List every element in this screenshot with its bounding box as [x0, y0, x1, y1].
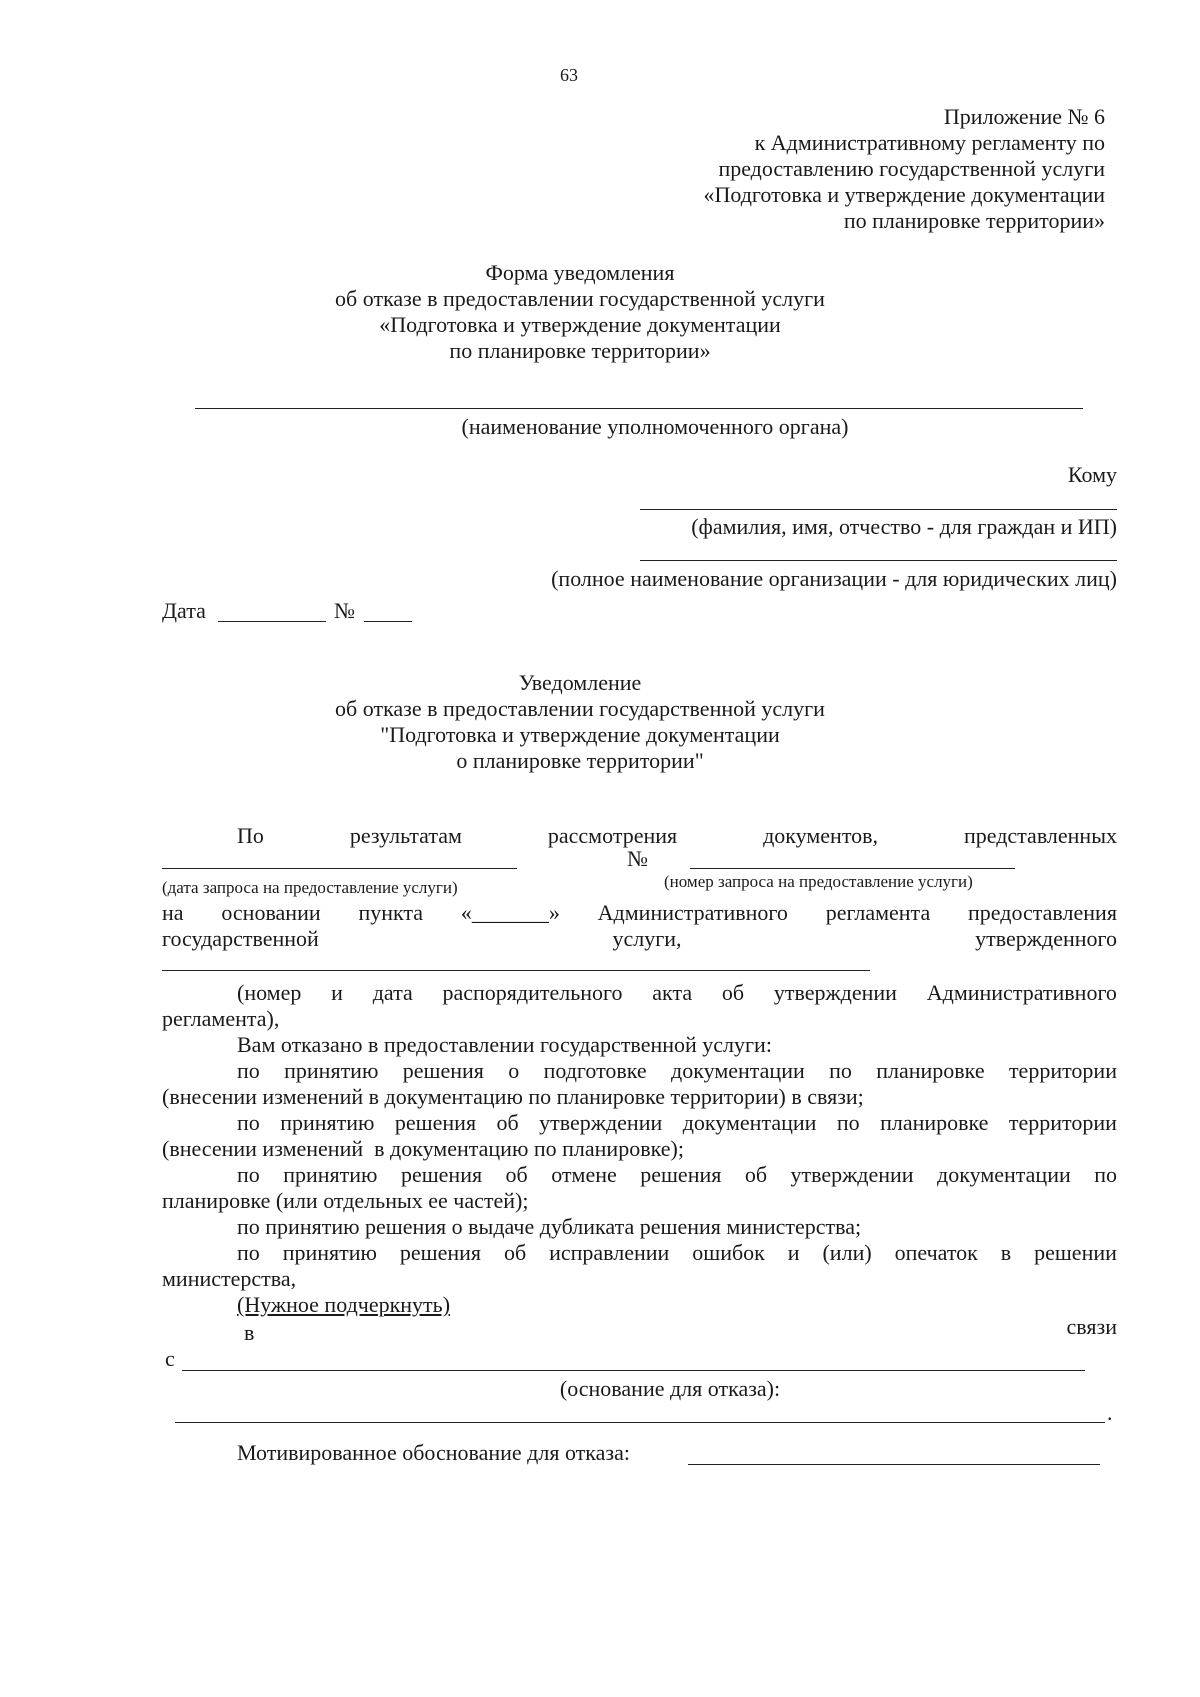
option5-word: об	[503, 1240, 527, 1265]
option-3-line	[237, 1162, 1117, 1188]
fio-line	[640, 509, 1117, 510]
option3-word: по	[1094, 1162, 1117, 1187]
approved-word-1: государственной	[162, 926, 319, 951]
option3-word: документации	[937, 1162, 1071, 1187]
option2-word: об	[496, 1110, 519, 1135]
motivated-line	[688, 1464, 1100, 1465]
authority-caption: (наименование уполномоченного органа)	[461, 414, 849, 439]
option3-word: отмене	[551, 1162, 617, 1187]
basis-line	[162, 900, 1117, 926]
act-line	[162, 970, 870, 971]
appendix-line-4: «Подготовка и утверждение документации	[703, 182, 1105, 207]
option2-word: по	[237, 1110, 260, 1135]
basis-word-7: предоставления	[968, 900, 1117, 925]
option1-word: о	[508, 1058, 520, 1083]
form-title-line-2: об отказе в предоставлении государственной услуги	[335, 286, 825, 311]
option1-word: территории	[1008, 1058, 1117, 1083]
reason-line-period: .	[1107, 1400, 1113, 1425]
act-word-3: дата	[372, 980, 413, 1005]
option1-word: документации	[671, 1058, 805, 1083]
option-4: по принятию решения о выдаче дубликата решения министерства;	[237, 1214, 862, 1239]
option5-word: принятию	[282, 1240, 377, 1265]
option-5-line	[237, 1240, 1117, 1266]
act-word-7: утверждении	[773, 980, 897, 1005]
act-caption-end: регламента),	[162, 1006, 280, 1031]
option-1-line	[237, 1058, 1117, 1084]
basis-word-1: на	[162, 900, 184, 925]
option5-word: решения	[399, 1240, 482, 1265]
notice-title-line-1: Уведомление	[518, 670, 642, 695]
notice-title-line-4: о планировке территории"	[456, 748, 704, 773]
act-word-2: и	[331, 980, 343, 1005]
act-word-1: (номер	[237, 980, 302, 1005]
option2-word: по	[836, 1110, 860, 1135]
option2-word: планировке	[880, 1110, 989, 1135]
results-word-2: результатам	[349, 823, 462, 848]
option-3-end: планировке (или отдельных ее частей);	[162, 1188, 529, 1213]
organization-line	[640, 560, 1117, 561]
number-field-line	[364, 621, 412, 622]
basis-word-5: Административного	[597, 900, 788, 925]
option3-word: утверждении	[790, 1162, 914, 1187]
act-word-5: акта	[652, 980, 693, 1005]
option1-word: планировке	[876, 1058, 985, 1083]
option5-word: ошибок	[692, 1240, 765, 1265]
underline-note: (Нужное подчеркнуть)	[237, 1292, 451, 1317]
reason-line	[175, 1422, 1105, 1423]
approved-word-2: услуги,	[612, 926, 682, 951]
results-word-1: По	[237, 823, 264, 848]
option-1-end: (внесении изменений в документацию по планировке территории) в связи;	[162, 1084, 864, 1109]
basis-word-2: основании	[221, 900, 321, 925]
option5-word: и	[787, 1240, 800, 1265]
basis-word-3: пункта	[358, 900, 424, 925]
request-number-caption: (номер запроса на предоставление услуги)	[664, 872, 973, 891]
option-5-end: министерства,	[162, 1266, 297, 1291]
form-title-line-3: «Подготовка и утверждение документации	[379, 312, 781, 337]
organization-caption: (полное наименование организации - для юридических лиц)	[551, 566, 1117, 591]
in-word: в	[244, 1320, 255, 1345]
option1-word: по	[829, 1058, 852, 1083]
page-number: 63	[560, 65, 578, 85]
connection-word: связи	[1066, 1314, 1117, 1339]
results-word-5: представленных	[963, 823, 1117, 848]
option3-word: об	[505, 1162, 528, 1187]
option3-word: по	[237, 1162, 260, 1187]
form-title-line-1: Форма уведомления	[485, 260, 675, 285]
request-date-caption: (дата запроса на предоставление услуги)	[162, 878, 458, 897]
option5-word: в	[1000, 1240, 1012, 1265]
option2-word: принятию	[280, 1110, 375, 1135]
fio-caption: (фамилия, имя, отчество - для граждан и ИП)	[691, 514, 1117, 539]
option3-word: принятию	[283, 1162, 378, 1187]
option5-word: исправлении	[549, 1240, 670, 1265]
basis-word-4: «_______»	[460, 900, 560, 925]
request-number-line	[690, 868, 1015, 869]
approved-word-3: утвержденного	[975, 926, 1117, 951]
act-word-8: Административного	[926, 980, 1117, 1005]
notice-title-line-2: об отказе в предоставлении государственной услуги	[335, 696, 825, 721]
option5-word: опечаток	[894, 1240, 978, 1265]
authority-name-line	[195, 408, 1083, 409]
option3-word: решения	[400, 1162, 483, 1187]
option1-word: решения	[402, 1058, 484, 1083]
results-word-3: рассмотрения	[547, 823, 678, 848]
option5-word: (или)	[822, 1240, 872, 1265]
option2-word: территории	[1008, 1110, 1117, 1135]
reason-caption: (основание для отказа):	[559, 1376, 781, 1401]
number-sign: №	[334, 598, 355, 623]
to-label: Кому	[1067, 462, 1117, 487]
date-label: Дата	[162, 598, 206, 623]
option2-word: утверждении	[539, 1110, 663, 1135]
act-word-4: распорядительного	[442, 980, 623, 1005]
results-line	[237, 823, 1117, 849]
option1-word: по	[237, 1058, 260, 1083]
approved-line	[162, 926, 1117, 952]
notice-title-line-3: "Подготовка и утверждение документации	[380, 722, 780, 747]
connection-line	[182, 1370, 1085, 1371]
option5-word: по	[237, 1240, 260, 1265]
request-number-sign: №	[627, 846, 648, 871]
appendix-line-1: Приложение № 6	[943, 104, 1105, 129]
option1-word: принятию	[284, 1058, 379, 1083]
option3-word: об	[744, 1162, 768, 1187]
option1-word: подготовке	[543, 1058, 647, 1083]
option2-word: документации	[682, 1110, 817, 1135]
basis-word-6: регламента	[825, 900, 931, 925]
motivated-label: Мотивированное обоснование для отказа:	[237, 1440, 630, 1465]
option2-word: решения	[394, 1110, 477, 1135]
option-2-end: (внесении изменений в документацию по планировке);	[162, 1136, 684, 1161]
refused-text: Вам отказано в предоставлении государственной услуги:	[237, 1032, 772, 1057]
act-word-6: об	[721, 980, 745, 1005]
results-word-4: документов,	[763, 823, 879, 848]
form-title-line-4: по планировке территории»	[449, 338, 711, 363]
option5-word: решении	[1034, 1240, 1117, 1265]
option3-word: решения	[640, 1162, 722, 1187]
appendix-line-3: предоставлению государственной услуги	[718, 156, 1105, 181]
with-word: с	[165, 1346, 175, 1371]
act-caption-line	[237, 980, 1117, 1006]
option-2-line	[237, 1110, 1117, 1136]
appendix-line-2: к Административному регламенту по	[754, 130, 1105, 155]
date-field-line	[218, 621, 326, 622]
appendix-line-5: по планировке территории»	[843, 208, 1105, 233]
request-date-line	[162, 868, 517, 869]
